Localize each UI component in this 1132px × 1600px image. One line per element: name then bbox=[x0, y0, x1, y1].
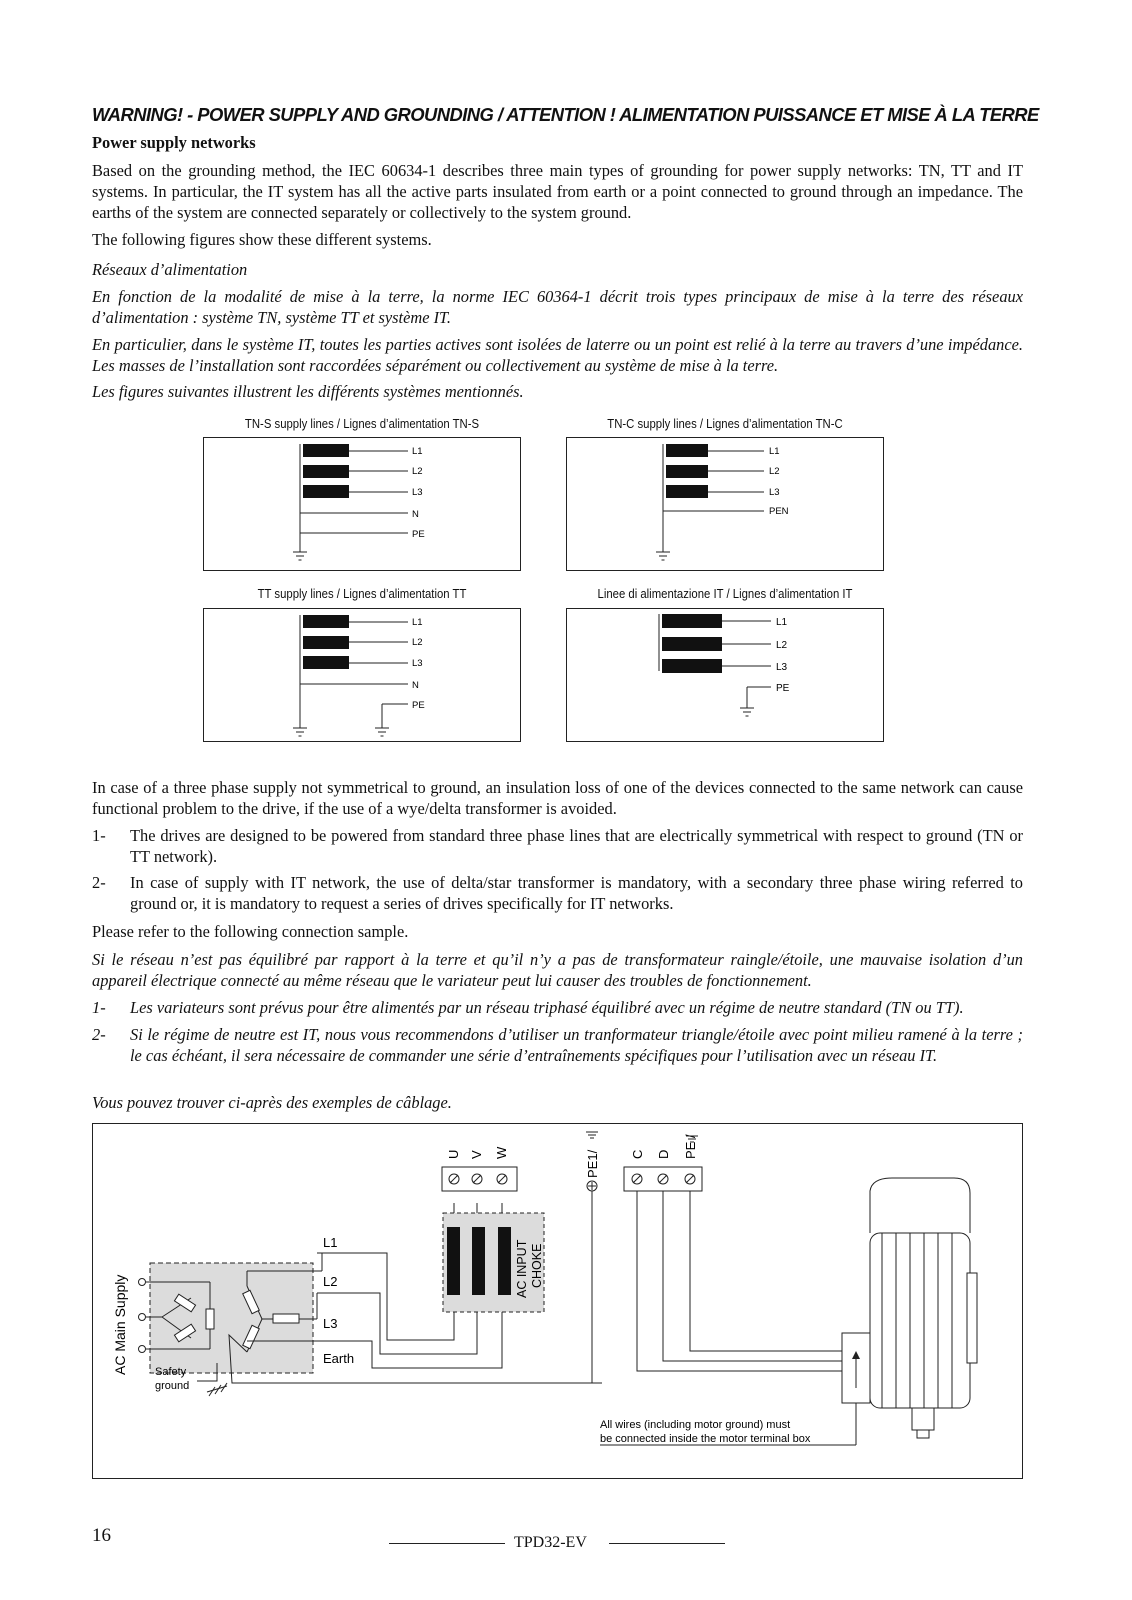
it-diagram bbox=[566, 608, 884, 742]
line-label: PE bbox=[412, 529, 425, 540]
tn-s-diagram bbox=[203, 437, 521, 571]
list-text: Si le régime de neutre est IT, nous vous recommendons d’utiliser un tranformateur triangle/étoile avec point milieu ramené à la terre ; le cas échéant, il sera nécessaire de commander une série d’entraînements spécifiques pour l’utilisation avec un réseau IT. bbox=[130, 1025, 1023, 1065]
line-label: L2 bbox=[776, 640, 788, 651]
list-item bbox=[92, 1024, 1023, 1087]
line-label: L3 bbox=[769, 487, 780, 498]
list-item bbox=[92, 825, 1023, 867]
tt-diagram bbox=[203, 608, 521, 742]
list-item bbox=[92, 872, 1023, 914]
fr-warning-paragraph: Si le réseau n’est pas équilibré par rapport à la terre et qu’il n’y a pas de transformateur raingle/étoile, une mauvaise isolation d’un appareil électrique connecté au même réseau que le variateur peut lui causer des troubles de fonctionnement. bbox=[92, 950, 1023, 990]
intro-paragraph: The following figures show these different systems. bbox=[92, 230, 432, 249]
safety-label: ground bbox=[155, 1380, 190, 1392]
terminal-label: U bbox=[446, 1149, 461, 1159]
wire-label: L3 bbox=[323, 1316, 338, 1331]
tn-s-caption: TN-S supply lines / Lignes d’alimentation TN-S bbox=[244, 417, 480, 431]
wire-label: L2 bbox=[323, 1274, 338, 1289]
line-label: L2 bbox=[412, 466, 423, 477]
list-number: 2- bbox=[92, 1025, 106, 1044]
choke-label: AC INPUT bbox=[515, 1239, 529, 1298]
tn-c-caption: TN-C supply lines / Lignes d’alimentation TN-C bbox=[607, 417, 843, 431]
document-code: TPD32-EV bbox=[514, 1534, 587, 1551]
line-label: L3 bbox=[412, 487, 423, 498]
line-label: L1 bbox=[412, 617, 423, 628]
line-label: L1 bbox=[412, 446, 423, 457]
wiring-diagram bbox=[92, 1123, 1023, 1479]
footer-rule-right bbox=[609, 1543, 725, 1544]
page-number: 16 bbox=[92, 1525, 111, 1546]
list-item bbox=[92, 997, 1023, 1018]
fr-refer-paragraph: Vous pouvez trouver ci-après des exemples de câblage. bbox=[92, 1093, 452, 1112]
choke-label: CHOKE bbox=[530, 1243, 544, 1288]
pe1-label: PE1/ bbox=[585, 1149, 600, 1178]
footer-rule-left bbox=[389, 1543, 505, 1544]
note-text: All wires (including motor ground) must bbox=[600, 1419, 791, 1431]
list-text: Les variateurs sont prévus pour être alimentés par un réseau triphasé équilibré avec un régime de neutre standard (TN ou TT). bbox=[130, 998, 964, 1017]
pe2-label: PE / bbox=[683, 1134, 698, 1159]
it-caption: Linee di alimentazione IT / Lignes d’alimentation IT bbox=[597, 587, 853, 601]
line-label: L2 bbox=[769, 466, 780, 477]
line-label: L1 bbox=[776, 617, 788, 628]
line-label: N bbox=[412, 509, 419, 520]
line-label: L1 bbox=[769, 446, 780, 457]
tt-caption: TT supply lines / Lignes d’alimentation TT bbox=[257, 587, 467, 601]
terminal-label: C bbox=[630, 1149, 645, 1159]
line-label: PE bbox=[776, 683, 790, 694]
fr-section-title: Réseaux d’alimentation bbox=[92, 260, 248, 279]
list-text: In case of supply with IT network, the use of delta/star transformer is mandatory, with a secondary three phase wiring referred to ground or, it is mandatory to request a series of drives specifically for IT networks. bbox=[130, 873, 1023, 913]
wire-label: Earth bbox=[323, 1351, 355, 1366]
page-heading: WARNING! - POWER SUPPLY AND GROUNDING / ATTENTION ! ALIMENTATION PUISSANCE ET MISE À LA TERRE bbox=[92, 104, 1039, 125]
list-number: 1- bbox=[92, 998, 106, 1017]
intro-paragraph: Based on the grounding method, the IEC 60634-1 describes three main types of grounding for power supply networks: TN, TT and IT systems. In particular, the IT system has all the active parts insulated from earth or a point connected to ground through an impedance. The earths of the system are connected separately or collectively to the system ground. bbox=[92, 161, 1023, 222]
wire-label: L1 bbox=[323, 1235, 338, 1250]
refer-paragraph: Please refer to the following connection sample. bbox=[92, 922, 409, 941]
line-label: L2 bbox=[412, 637, 423, 648]
warning-paragraph: In case of a three phase supply not symmetrical to ground, an insulation loss of one of the devices connected to the same network can cause functional problem to the drive, if the use of a wye/delta transformer is avoided. bbox=[92, 778, 1023, 818]
list-number: 2- bbox=[92, 873, 106, 892]
list-text: The drives are designed to be powered from standard three phase lines that are electrically symmetrical with respect to ground (TN or TT network). bbox=[130, 826, 1023, 866]
line-label: N bbox=[412, 680, 419, 691]
list-number: 1- bbox=[92, 826, 106, 845]
fr-paragraph: En fonction de la modalité de mise à la terre, la norme IEC 60364-1 décrit trois types principaux de mise à la terre des réseaux d’alimentation : système TN, système TT et système IT. bbox=[92, 287, 1023, 327]
line-label: PE bbox=[412, 700, 425, 711]
line-label: PEN bbox=[769, 506, 789, 517]
note-text: be connected inside the motor terminal box bbox=[600, 1433, 811, 1445]
terminal-label: D bbox=[656, 1149, 671, 1159]
fr-paragraph: Les figures suivantes illustrent les différents systèmes mentionnés. bbox=[92, 382, 524, 401]
safety-label: Safety bbox=[155, 1366, 187, 1378]
tn-c-diagram bbox=[566, 437, 884, 571]
line-label: L3 bbox=[776, 662, 788, 673]
terminal-label: V bbox=[469, 1150, 484, 1159]
section-title: Power supply networks bbox=[92, 133, 256, 152]
fr-paragraph: En particulier, dans le système IT, toutes les parties actives sont isolées de laterre ou un point est relié à la terre au travers d’une impédance. Les masses de l’installation sont raccordées séparément ou collectivement au système de mise à la terre. bbox=[92, 335, 1023, 375]
terminal-label: W bbox=[494, 1146, 509, 1159]
supply-label: AC Main Supply bbox=[112, 1274, 128, 1375]
line-label: L3 bbox=[412, 658, 423, 669]
